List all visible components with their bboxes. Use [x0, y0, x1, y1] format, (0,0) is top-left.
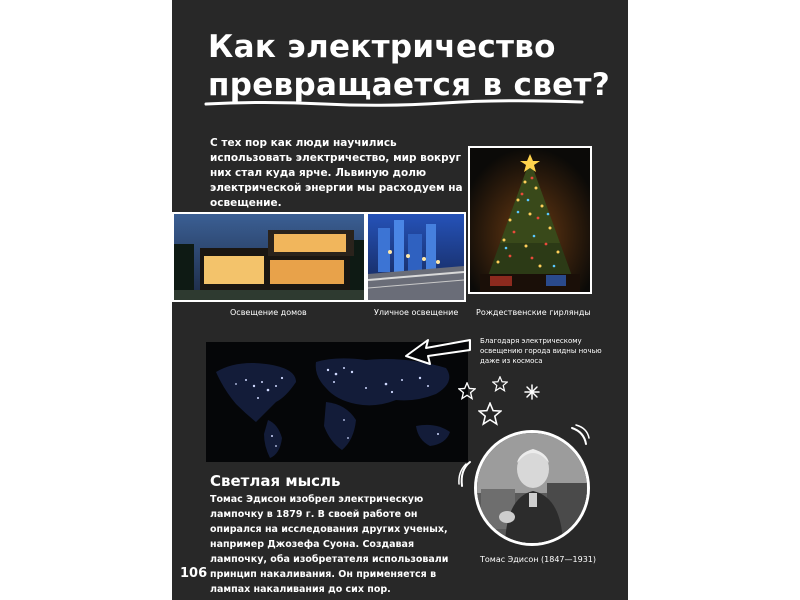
swoosh-icon: [570, 424, 590, 446]
christmas-tree-photo: [468, 146, 592, 294]
house-lighting-caption: Освещение домов: [230, 308, 307, 317]
page-title-line-1: Как электричество: [208, 29, 556, 65]
section-heading: Светлая мысль: [210, 472, 341, 490]
house-lighting-photo: [172, 212, 366, 302]
star-icon: [458, 382, 476, 400]
intro-text: С тех пор как люди научились использовать электричество, мир вокруг них стал куда ярче. Львиную долю электрической энергии мы расходуем на освещение.: [210, 137, 463, 209]
edison-paragraph: Томас Эдисон изобрел электрическую лампочку в 1879 г. В своей работе он опирался на исследования других ученых, например Джозефа Суона. Создавая лампочку, оба изобретателя использовали принцип накаливания. Он применяется в лампах накаливания до сих пор.: [210, 494, 449, 595]
page-title: [208, 28, 628, 104]
street-lighting-photo: [366, 212, 466, 302]
page-title-line-2: превращается в свет?: [208, 67, 610, 103]
edison-caption: Томас Эдисон (1847—1931): [480, 555, 597, 564]
swoosh-icon: [456, 460, 474, 490]
map-note: Благодаря электрическому освещению города видны ночью даже из космоса: [480, 337, 602, 365]
sparkle-icon: [524, 384, 540, 400]
page-number: 106: [180, 566, 208, 581]
star-icon: [492, 376, 508, 392]
arrow-left-icon: [404, 334, 472, 370]
star-icon: [478, 402, 502, 426]
book-page: [172, 0, 628, 600]
edison-portrait: [474, 430, 590, 546]
street-lighting-caption: Уличное освещение: [374, 308, 459, 317]
title-underline: [204, 98, 584, 108]
christmas-lights-caption: Рождественские гирлянды: [476, 308, 591, 317]
